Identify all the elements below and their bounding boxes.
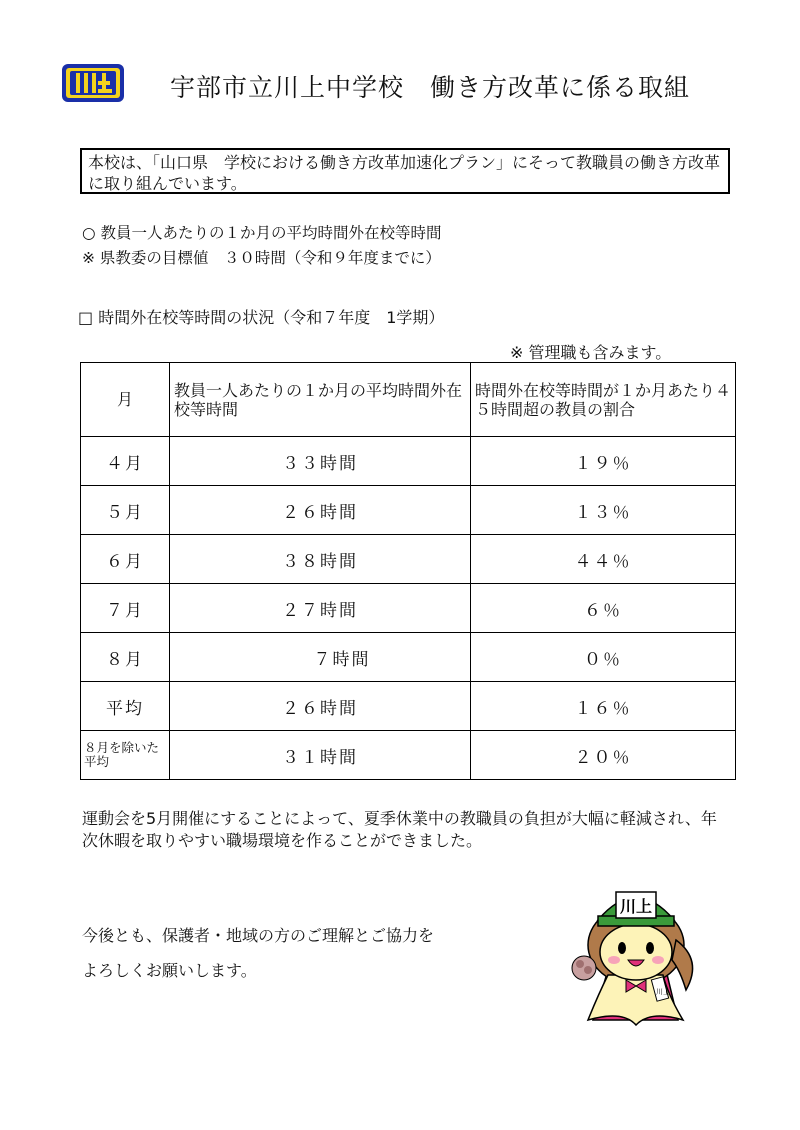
section-title: □ 時間外在校等時間の状況（令和７年度 1学期）: [78, 308, 445, 327]
cell-ratio: ６％: [471, 584, 736, 633]
cell-hours: ７時間: [170, 633, 471, 682]
bullet-average-hours: ○ 教員一人あたりの１か月の平均時間外在校等時間: [82, 224, 442, 242]
cell-hours: ２６時間: [170, 682, 471, 731]
table-row: [81, 584, 736, 633]
table-row: [81, 633, 736, 682]
cell-month: ８月を除いた平均: [81, 731, 170, 780]
cell-ratio: ４４％: [471, 535, 736, 584]
cell-hours: ３１時間: [170, 731, 471, 780]
intro-box: 本校は、「山口県 学校における働き方改革加速化プラン」にそって教職員の働き方改革に取り組んでいます。: [80, 148, 730, 194]
table-row: [81, 731, 736, 780]
table-row: [81, 437, 736, 486]
cell-ratio: ２０％: [471, 731, 736, 780]
table-row: [81, 682, 736, 731]
thanks-line-1: 今後とも、保護者・地域の方のご理解とご協力を: [82, 926, 435, 945]
school-logo: [62, 58, 124, 108]
cell-hours: ３３時間: [170, 437, 471, 486]
table-row: [81, 486, 736, 535]
header-average-hours: 教員一人あたりの１か月の平均時間外在校等時間: [170, 363, 471, 437]
thanks-line-2: よろしくお願いします。: [82, 961, 257, 980]
cell-ratio: １３％: [471, 486, 736, 535]
table-header-row: [81, 363, 736, 437]
section-note: ※ 管理職も含みます。: [510, 343, 672, 362]
table-row: [81, 535, 736, 584]
cell-hours: ２６時間: [170, 486, 471, 535]
cell-month: ８月: [81, 633, 170, 682]
mascot-sash-text: 川上: [656, 988, 670, 996]
closing-paragraph: 運動会を5月開催にすることによって、夏季休業中の教職員の負担が大幅に軽減され、年次休暇を取りやすい職場環境を作ることができました。: [82, 809, 717, 850]
cell-month: ５月: [81, 486, 170, 535]
cell-month: 平均: [81, 682, 170, 731]
bullet-target: ※ 県教委の目標値 ３０時間（令和９年度までに）: [82, 249, 441, 267]
cell-ratio: １６％: [471, 682, 736, 731]
cell-ratio: １９％: [471, 437, 736, 486]
mascot-illustration: [568, 880, 708, 1030]
cell-hours: ２７時間: [170, 584, 471, 633]
cell-month: ４月: [81, 437, 170, 486]
header-over45-ratio: 時間外在校等時間が１か月あたり４５時間超の教員の割合: [471, 363, 736, 437]
cell-hours: ３８時間: [170, 535, 471, 584]
overtime-table: [80, 362, 736, 780]
cell-month: ６月: [81, 535, 170, 584]
cell-month: ７月: [81, 584, 170, 633]
cell-ratio: ０％: [471, 633, 736, 682]
header-month: 月: [81, 363, 170, 437]
mascot-helmet-text: 川上: [620, 897, 653, 916]
page-title: 宇部市立川上中学校 働き方改革に係る取組: [170, 73, 691, 102]
